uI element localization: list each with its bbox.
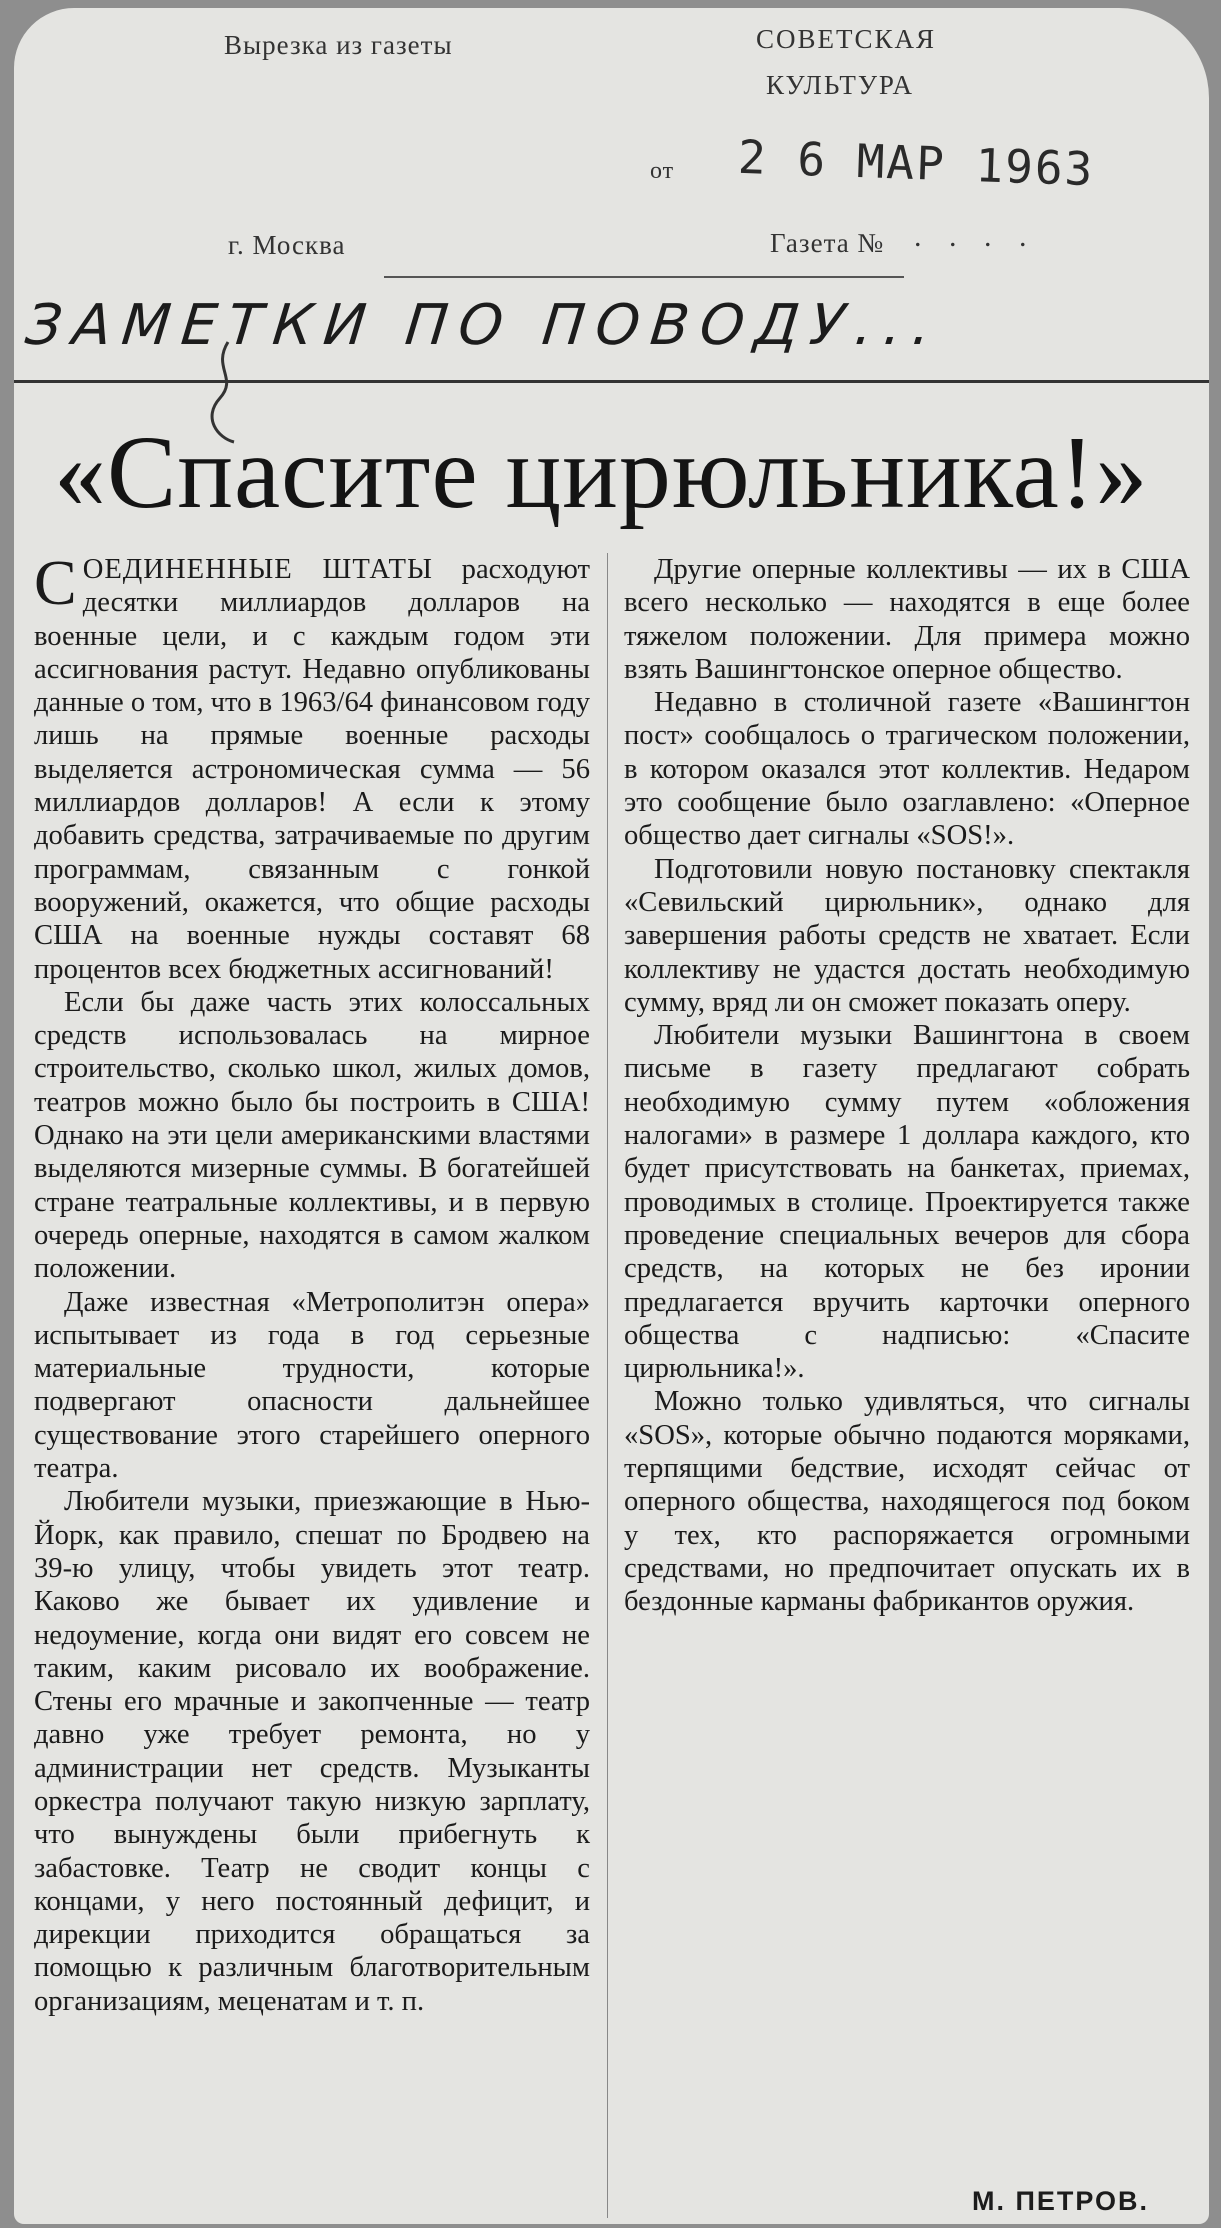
article-column-left — [34, 547, 590, 2018]
newspaper-clipping — [14, 8, 1209, 2224]
section-rubric: ЗАМЕТКИ ПО ПОВОДУ... — [22, 293, 945, 358]
from-label: от — [650, 158, 675, 184]
gazette-number: . . . . — [914, 220, 1037, 253]
paragraph-6: Недавно в столичной газете «Вашингтон пост» сообщалось о трагическом положении, в котором оказался этот коллектив. Недаром это сообщение было озаглавлено: «Оперное общество дает сигналы «SOS!». — [624, 687, 1190, 852]
rubric-rule — [14, 380, 1209, 383]
paragraph-9: Можно только удивляться, что сигналы «SOS», которые обычно подаются моряками, терпящими бедствие, исходят сейчас от оперного общества, находящегося под боком у тех, кто распоряжается огромными средствами, но предпочитает опускать их в бездонные карманы фабрикантов оружия. — [624, 1386, 1190, 1618]
author-signature: М. ПЕТРОВ. — [972, 2186, 1150, 2216]
gazette-label: Газета № — [770, 228, 885, 258]
article-column-right — [624, 553, 1190, 1619]
article-headline: «Спасите цирюльника!» — [54, 415, 1149, 530]
paragraph-3: Даже известная «Метрополитэн опера» испытывает из года в год серьезные материальные трудности, которые подвергают опасности дальнейшее существование этого старейшего оперного театра. — [34, 1286, 590, 1485]
lead-caps: ОЕДИНЕННЫЕ ШТАТЫ — [82, 554, 433, 585]
paragraph-8: Любители музыки Вашингтона в своем письме в газету предлагают собрать необходимую сумму путем «обложения налогами» в размере 1 доллара каждого, кто будет присутствовать на банкетах, приемах, проводимых в столице. Проектируется также проведение специальных вечеров для сбора средств, на которых не без иронии предлагается вручить карточки оперного общества с надписью: «Спасите цирюльника!». — [624, 1020, 1190, 1385]
clipping-label: Вырезка из газеты — [224, 30, 453, 60]
header-rule — [384, 276, 904, 278]
paragraph-1 — [34, 547, 590, 986]
paragraph-1-text: расходуют десятки миллиардов долларов на военные цели, и с каждым годом эти ассигнования растут. Недавно опубликованы данные о том, что в 1963/64 финансовом году лишь на прямые военные расходы выделяется астрономическая сумма — 56 миллиардов долларов! А если к этому добавить средства, затрачиваемые по другим программам, связанным с гонкой вооружений, окажется, что общие расходы США на военные нужды составят 68 процентов всех бюджетных ассигнований! — [34, 554, 590, 985]
drop-cap: С — [34, 547, 77, 618]
city-label: г. Москва — [228, 230, 346, 260]
clipping-date: 2 6 МАР 1963 — [737, 129, 1096, 197]
paragraph-4: Любители музыки, приезжающие в Нью-Йорк, как правило, спешат по Бродвею на 39-ю улицу, чтобы увидеть этот театр. Каково же бывает их удивление и недоумение, когда они видят его совсем не таким, каким рисовало их воображение. Стены его мрачные и закопченные — театр давно уже требует ремонта, но у администрации нет средств. Музыканты оркестра получают такую низкую зарплату, что вынуждены были прибегнуть к забастовке. Театр не сводит концы с концами, у него постоянный дефицит, и дирекции приходится обращаться за помощью к различным благотворительным организациям, меценатам и т. п. — [34, 1486, 590, 2017]
paragraph-7: Подготовили новую постановку спектакля «Севильский цирюльник», однако для завершения работы средств не хватает. Если коллективу не удастся достать необходимую сумму, вряд ли он сможет показать оперу. — [624, 853, 1190, 1018]
column-divider — [607, 553, 608, 2218]
newspaper-name-line1: СОВЕТСКАЯ — [756, 24, 937, 54]
newspaper-name-line2: КУЛЬТУРА — [766, 70, 914, 100]
paragraph-5: Другие оперные коллективы — их в США всего несколько — находятся в еще более тяжелом положении. Для примера можно взять Вашингтонское оперное общество. — [624, 554, 1190, 685]
paragraph-2: Если бы даже часть этих колоссальных средств использовалась на мирное строительство, сколько школ, жилых домов, театров можно было бы построить в США! Однако на эти цели американскими властями выделяются мизерные суммы. В богатейшей стране театральные коллективы, и в первую очередь оперные, находятся в самом жалком положении. — [34, 986, 590, 1285]
